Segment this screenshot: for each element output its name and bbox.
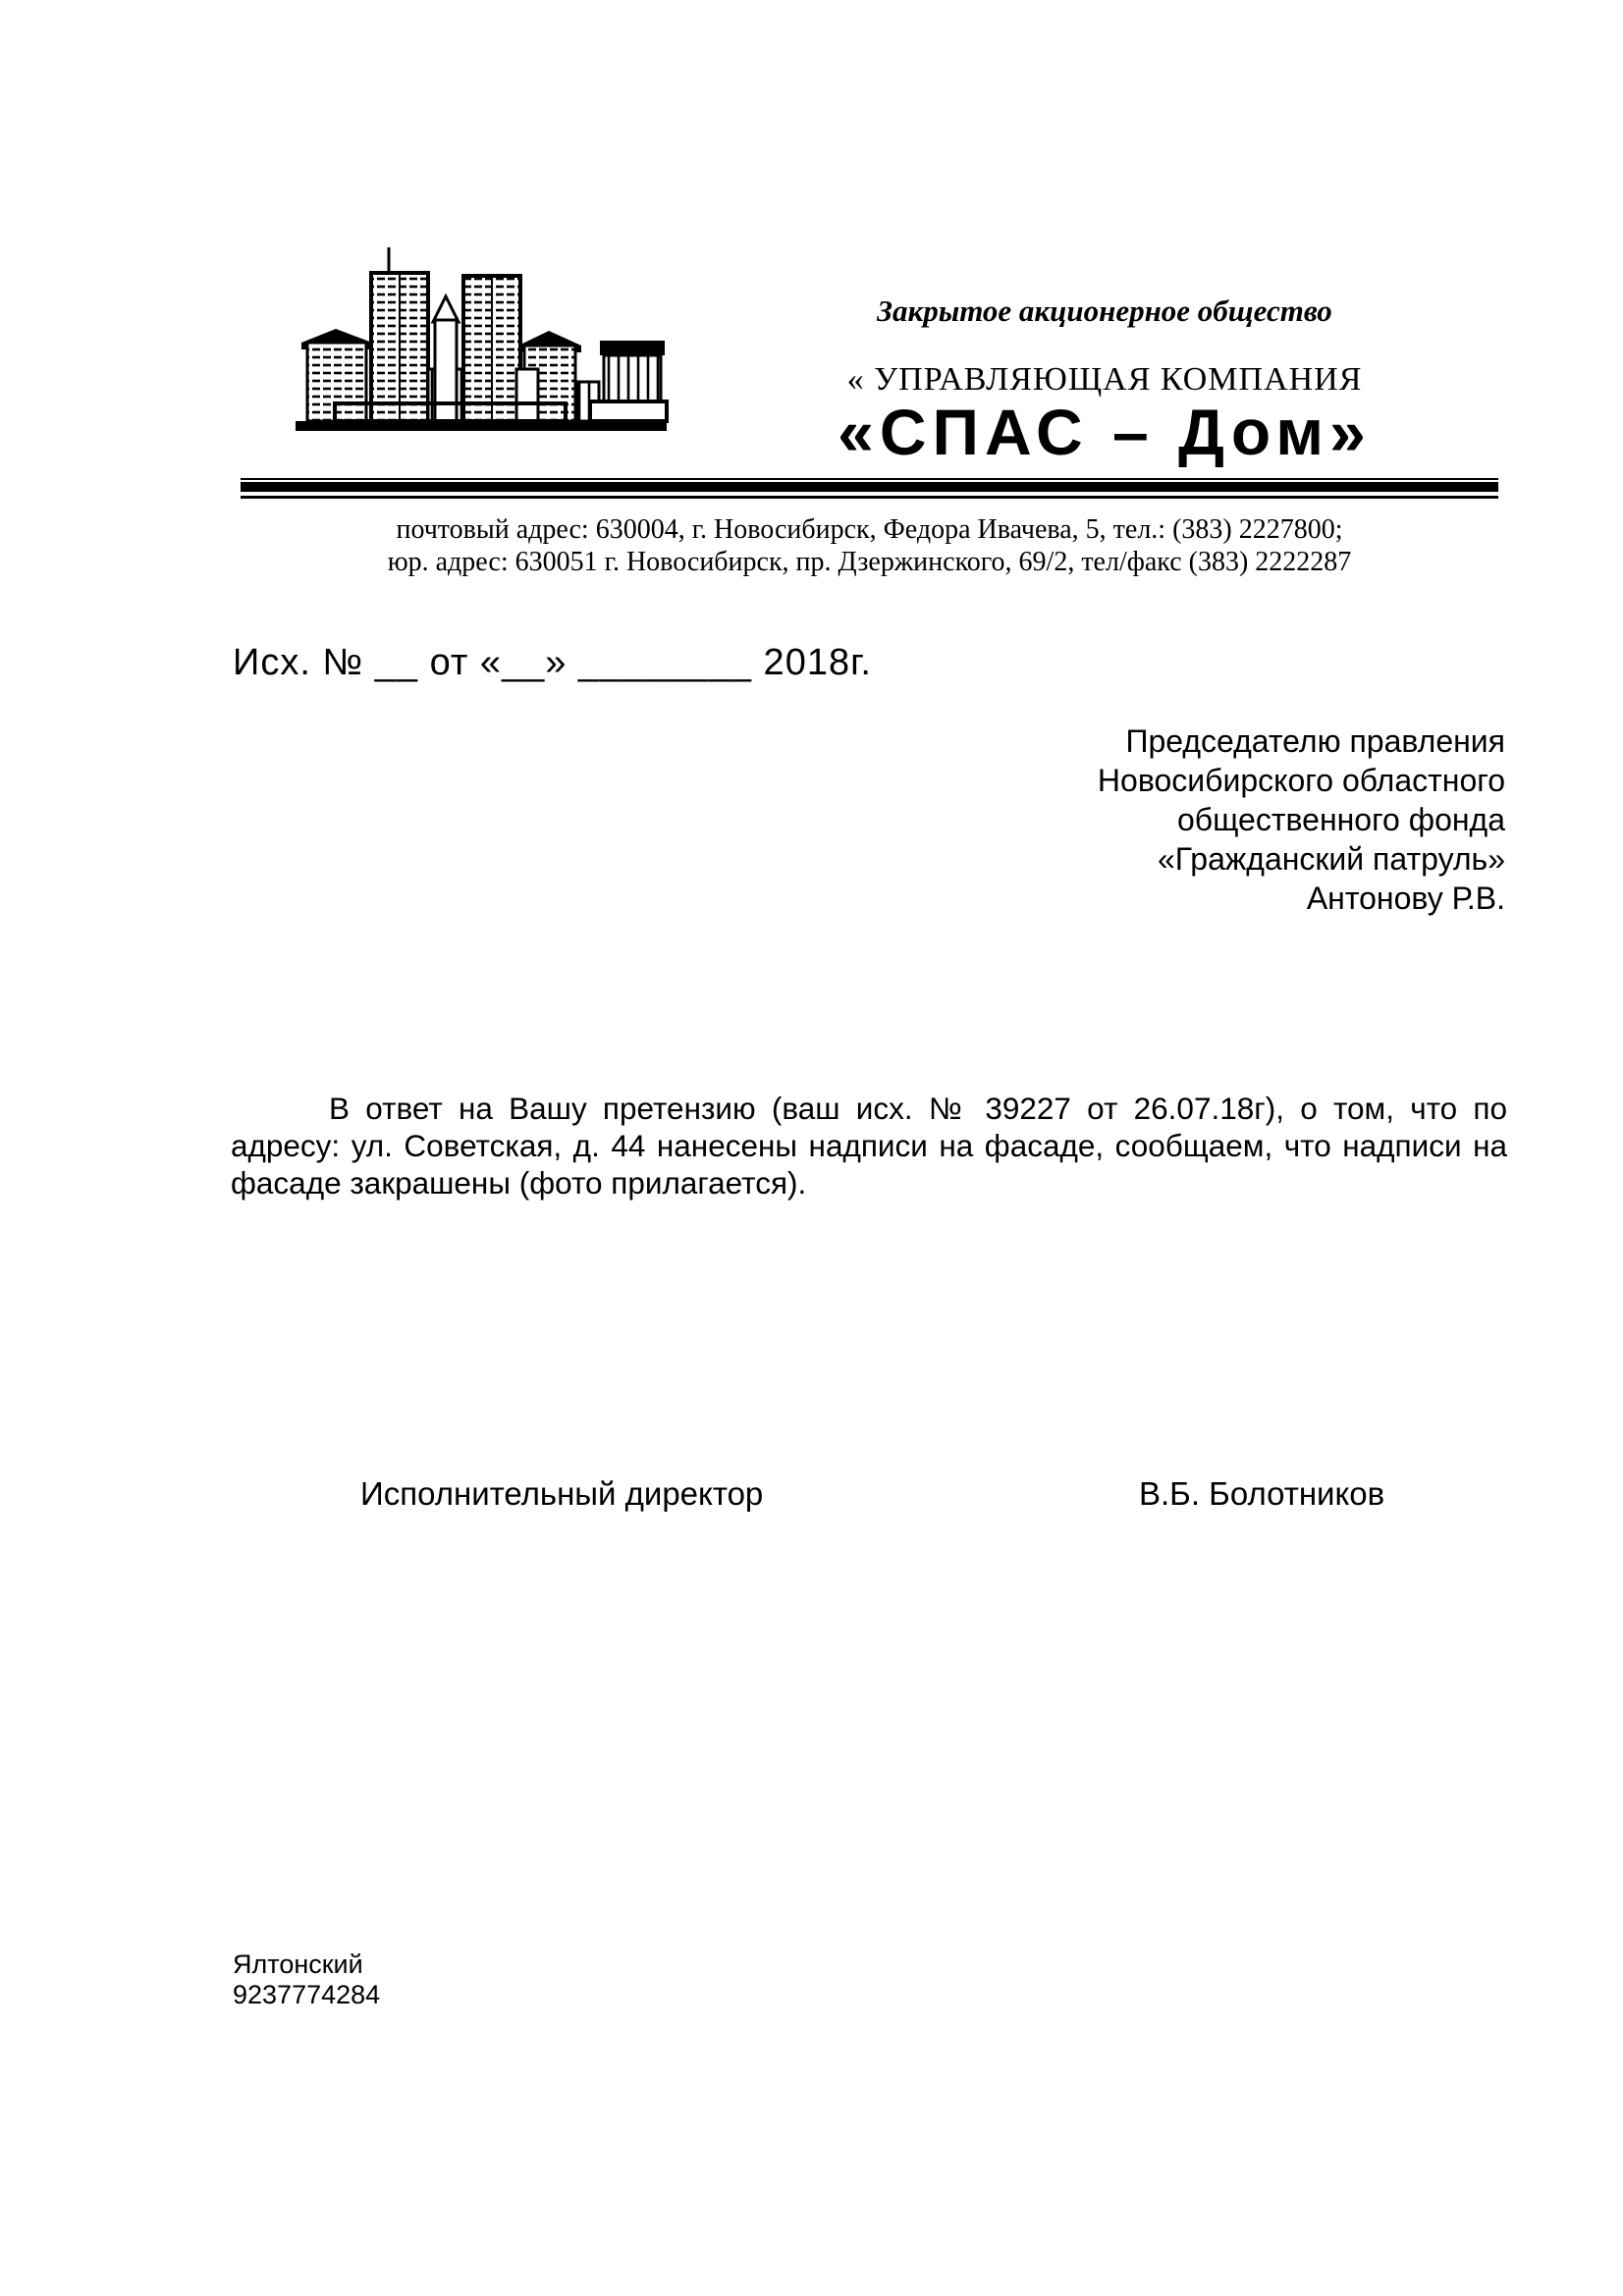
org-type-line: Закрытое акционерное общество	[877, 294, 1332, 328]
letter-body-paragraph: В ответ на Вашу претензию (ваш исх. № 39227 от 26.07.18г), о том, что по адресу: ул. Советская, д. 44 нанесены надписи на фасаде, сообщаем, что надписи на фасаде закрашены (фото прилагается).	[231, 1091, 1507, 1201]
divider-thin-bottom	[241, 496, 1498, 499]
company-logo	[290, 243, 673, 438]
city-skyline-icon	[290, 243, 673, 438]
signature-name: В.Б. Болотников	[1139, 1475, 1385, 1512]
executor-name: Ялтонский	[233, 1949, 363, 1979]
company-prefix-line: « УПРАВЛЯЮЩАЯ КОМПАНИЯ	[846, 361, 1363, 398]
outgoing-reference-line: Исх. № __ от «__» ________ 2018г.	[233, 642, 872, 683]
executor-phone: 9237774284	[233, 1980, 381, 2009]
recipient-block	[815, 721, 1505, 918]
recipient-line: «Гражданский патруль»	[1157, 841, 1505, 877]
executor-block	[233, 1949, 380, 2010]
letterhead-divider	[241, 478, 1498, 499]
recipient-line: общественного фонда	[1176, 802, 1505, 837]
legal-address-line: юр. адрес: 630051 г. Новосибирск, пр. Дзержинского, 69/2, тел/факс (383) 2222287	[387, 547, 1352, 577]
divider-thick-bar	[241, 482, 1498, 492]
postal-address-line: почтовый адрес: 630004, г. Новосибирск, Федора Ивачева, 5, тел.: (383) 2227800;	[396, 514, 1343, 545]
recipient-line: Антонову Р.В.	[1306, 881, 1505, 916]
company-name-title: «СПАС – Дом»	[838, 396, 1372, 468]
recipient-line: Председателю правления	[1125, 723, 1505, 759]
recipient-line: Новосибирского областного	[1097, 763, 1505, 798]
signature-title: Исполнительный директор	[360, 1475, 764, 1512]
